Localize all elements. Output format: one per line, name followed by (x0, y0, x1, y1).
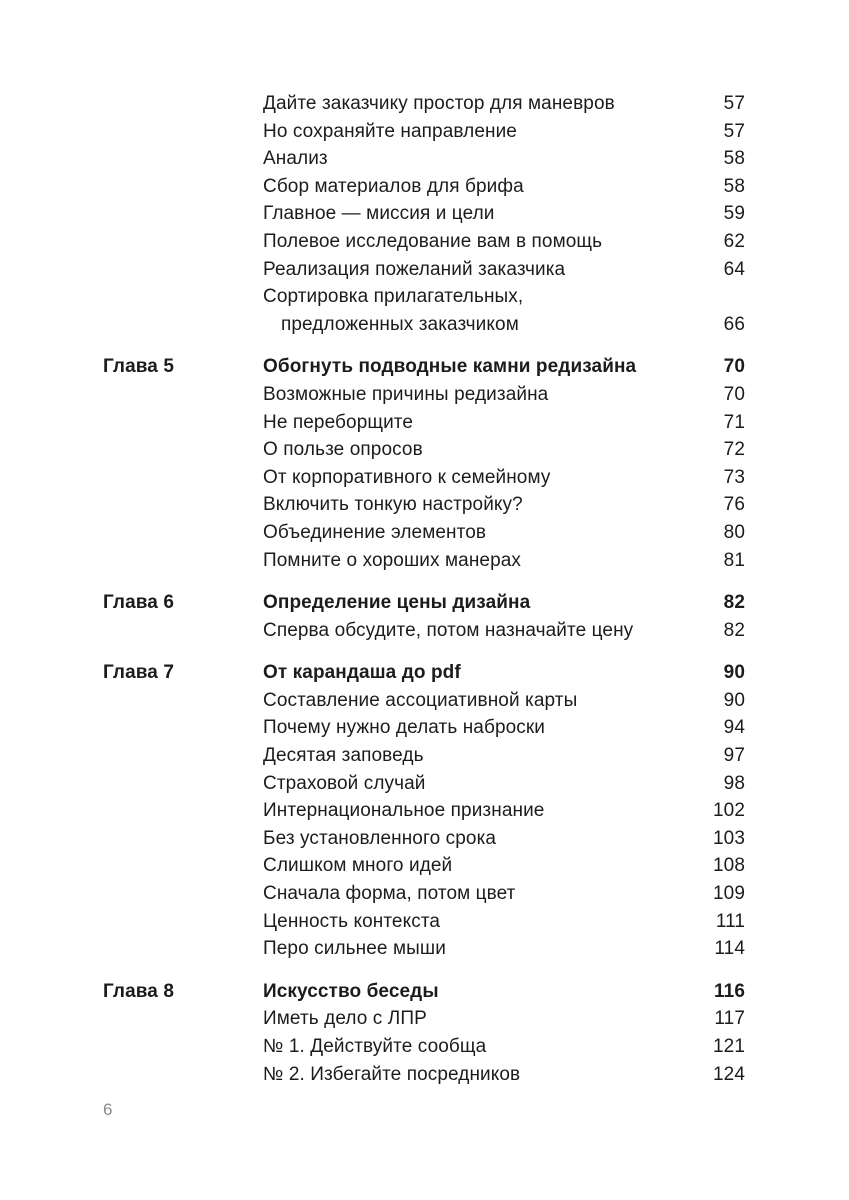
toc-section (103, 978, 745, 1088)
entry-title: Помните о хороших манерах (263, 549, 522, 571)
chapter-page: 116 (714, 980, 745, 1002)
entry-title: Полевое исследование вам в помощь (263, 230, 603, 252)
entry-title: Сначала форма, потом цвет (263, 883, 516, 905)
entry-title: Страховой случай (263, 772, 426, 794)
chapter-page: 70 (723, 356, 745, 378)
toc-section (103, 589, 745, 644)
toc-entry-row (103, 464, 745, 492)
toc-section (103, 659, 745, 963)
toc-entry-row (103, 200, 745, 228)
entry-page: 108 (712, 855, 745, 877)
entry-page: 102 (712, 800, 745, 822)
toc-chapter-row (103, 353, 745, 381)
entry-title: Реализация пожеланий заказчика (263, 258, 566, 280)
toc-chapter-row (103, 589, 745, 617)
entry-page: 109 (712, 883, 745, 905)
toc-entry-row (103, 797, 745, 825)
toc-entry-row (103, 935, 745, 963)
entry-page: 97 (723, 745, 745, 767)
toc-entry-row (103, 491, 745, 519)
entry-title: Составление ассоциативной карты (263, 689, 578, 711)
entry-title: Иметь дело с ЛПР (263, 1008, 427, 1030)
entry-page: 82 (723, 619, 745, 641)
entry-page: 117 (714, 1008, 745, 1030)
entry-page: 62 (723, 230, 745, 252)
toc-entry-row (103, 381, 745, 409)
page-number: 6 (103, 1100, 113, 1119)
toc-entry-row (103, 409, 745, 437)
entry-title: Перо сильнее мыши (263, 938, 446, 960)
entry-page: 80 (723, 521, 745, 543)
chapter-label: Глава 8 (103, 980, 175, 1002)
entry-title: Объединение элементов (263, 521, 487, 543)
toc-section (103, 90, 745, 338)
toc-entry-row (103, 742, 745, 770)
entry-title: № 1. Действуйте сообща (263, 1036, 487, 1057)
entry-title: Не переборщите (263, 411, 414, 433)
toc-entry-row (103, 118, 745, 146)
entry-title: Сортировка прилагательных, (263, 286, 524, 308)
toc-entry-row (103, 311, 745, 339)
entry-title: Сбор материалов для брифа (263, 175, 524, 197)
entry-page: 81 (723, 549, 745, 571)
entry-title: Включить тонкую настройку? (263, 494, 523, 516)
chapter-label: Глава 5 (103, 356, 175, 378)
entry-title: Дайте заказчику простор для маневров (263, 93, 615, 114)
toc-entry-row (103, 173, 745, 201)
entry-title: Главное — миссия и цели (263, 203, 495, 225)
toc-entry-row (103, 1061, 745, 1089)
entry-title: Сперва обсудите, потом назначайте цену (263, 619, 634, 641)
chapter-page: 82 (723, 592, 745, 614)
entry-page: 72 (723, 439, 745, 461)
entry-page: 114 (714, 938, 745, 960)
entry-page: 94 (723, 717, 745, 739)
toc-entry-row (103, 852, 745, 880)
toc-section (103, 353, 745, 574)
entry-page: 111 (715, 910, 745, 932)
chapter-label: Глава 6 (103, 592, 175, 614)
chapter-title: Обогнуть подводные камни редизайна (263, 356, 637, 378)
entry-page: 70 (723, 383, 745, 405)
entry-title: Анализ (263, 148, 328, 170)
entry-title: Десятая заповедь (263, 745, 424, 767)
chapter-title: Искусство беседы (263, 980, 439, 1002)
entry-page: 98 (723, 772, 745, 794)
toc-entry-row (103, 519, 745, 547)
toc-entry-row (103, 228, 745, 256)
toc-entry-row (103, 687, 745, 715)
entry-title: Возможные причины редизайна (263, 383, 549, 405)
toc-entry-row (103, 880, 745, 908)
entry-title: Почему нужно делать наброски (263, 717, 546, 739)
chapter-title: Определение цены дизайна (263, 592, 531, 614)
chapter-label: Глава 7 (103, 662, 175, 684)
entry-title: О пользе опросов (263, 439, 423, 461)
toc-entry-row (103, 714, 745, 742)
chapter-title: От карандаша до pdf (263, 662, 461, 684)
toc-entry-row (103, 283, 745, 311)
toc-entry-row (103, 1033, 745, 1061)
entry-title: Интернациональное признание (263, 800, 545, 822)
toc-entry-row (103, 547, 745, 575)
entry-title: № 2. Избегайте посредников (263, 1063, 521, 1085)
entry-page: 76 (723, 494, 745, 516)
toc-entry-row (103, 908, 745, 936)
entry-page: 103 (712, 827, 745, 849)
entry-page: 57 (723, 120, 745, 142)
entry-title: От корпоративного к семейному (263, 466, 551, 488)
toc-entry-row (103, 145, 745, 173)
toc-entry-row (103, 436, 745, 464)
entry-title: Но сохраняйте направление (263, 120, 517, 142)
entry-page: 58 (723, 148, 745, 170)
entry-page: 73 (723, 466, 745, 488)
entry-page: 57 (723, 93, 745, 114)
toc-entry-row (103, 256, 745, 284)
entry-page: 66 (723, 313, 745, 335)
entry-title: Слишком много идей (263, 855, 453, 877)
toc-entry-row (103, 770, 745, 798)
chapter-page: 90 (723, 662, 745, 684)
entry-page: 59 (723, 203, 745, 225)
table-of-contents (103, 90, 745, 1088)
entry-page: 90 (723, 689, 745, 711)
toc-entry-row (103, 1005, 745, 1033)
entry-page: 71 (723, 411, 745, 433)
toc-entry-row (103, 617, 745, 645)
entry-title: Ценность контекста (263, 910, 441, 932)
entry-page: 124 (712, 1063, 745, 1085)
entry-page: 58 (723, 175, 745, 197)
entry-title: предложенных заказчиком (281, 313, 519, 335)
entry-title: Без установленного срока (263, 827, 497, 849)
toc-entry-row (103, 825, 745, 853)
toc-chapter-row (103, 659, 745, 687)
toc-entry-row (103, 90, 745, 118)
toc-chapter-row (103, 978, 745, 1006)
entry-page: 121 (712, 1036, 745, 1057)
entry-page: 64 (723, 258, 745, 280)
